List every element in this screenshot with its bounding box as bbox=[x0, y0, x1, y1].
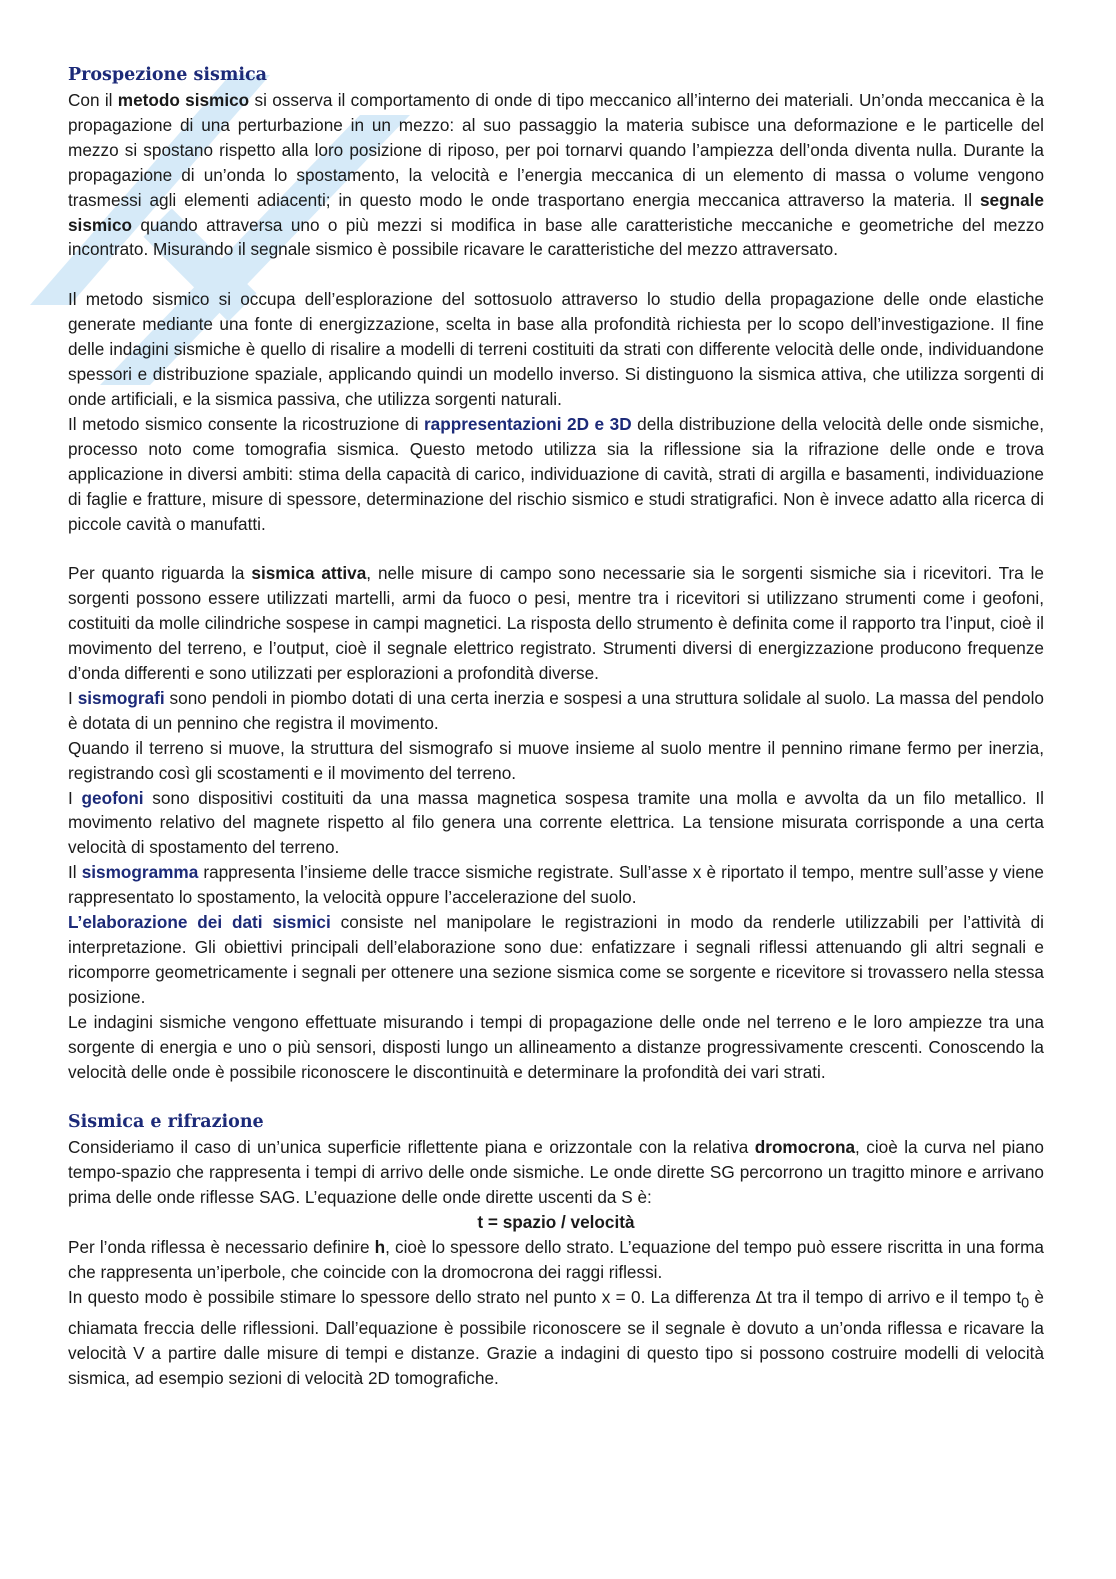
text-run: Con il bbox=[68, 90, 118, 110]
paragraph bbox=[68, 1235, 1044, 1285]
emphasis-text: rappresentazioni 2D e 3D bbox=[423, 413, 632, 434]
emphasis-text: sismografi bbox=[77, 687, 165, 708]
paragraph-gap bbox=[68, 262, 1044, 287]
paragraph bbox=[68, 860, 1044, 910]
emphasis-text: h bbox=[374, 1237, 386, 1258]
paragraph bbox=[68, 686, 1044, 736]
text-run: Il metodo sismico consente la ricostruzione di bbox=[68, 413, 424, 434]
section-title: Prospezione sismica bbox=[68, 65, 267, 85]
paragraph bbox=[68, 1010, 1044, 1085]
emphasis-text: sismogramma bbox=[81, 862, 199, 883]
text-run: quando attraversa uno o più mezzi si modifica in base alle caratteristiche meccaniche e geometriche del mezzo incontrato. Misurando il segnale sismico è possibile ricavare le caratteristiche del mezzo attraversato. bbox=[68, 214, 1044, 260]
text-run: è chiamata freccia delle riflessioni. Dall’equazione è possibile riconoscere se il segnale è dovuto a un’onda riflessa e ricavare la velocità V a partire dalle misure di tempi e distanze. Grazie a indagini di questo tipo si possono costruire modelli di velocità sismica, ad esempio sezioni di velocità 2D tomografiche. bbox=[68, 1286, 1044, 1389]
text-run: I bbox=[68, 687, 78, 708]
paragraph bbox=[68, 88, 1044, 262]
text-run: sono pendoli in piombo dotati di una certa inerzia e sospesi a una struttura solidale al suolo. La massa del pendolo è dotata di un pennino che registra il movimento. bbox=[68, 687, 1044, 733]
section-title: Sismica e rifrazione bbox=[68, 1112, 264, 1133]
emphasis-text: metodo sismico bbox=[117, 90, 250, 110]
paragraph-gap bbox=[68, 536, 1044, 561]
emphasis-text: sismica attiva bbox=[251, 563, 367, 584]
paragraph bbox=[68, 910, 1044, 1010]
text-run: Consideriamo il caso di un’unica superficie riflettente piana e orizzontale con la relativa bbox=[68, 1137, 755, 1158]
emphasis-text: geofoni bbox=[81, 787, 144, 808]
paragraph bbox=[68, 1135, 1044, 1210]
emphasis-text: L’elaborazione dei dati sismici bbox=[68, 912, 331, 933]
document-page bbox=[68, 62, 1044, 1391]
text-run: , cioè lo spessore dello strato. L’equazione del tempo può essere riscritta in una forma che rappresenta un’iperbole, che coincide con la dromocrona dei raggi riflessi. bbox=[68, 1237, 1044, 1282]
emphasis-text: 0 bbox=[1021, 1295, 1030, 1312]
text-run: Il metodo sismico si occupa dell’esplorazione del sottosuolo attraverso lo studio della propagazione delle onde elastiche generate mediante una fonte di energizzazione, scelta in base alla profondità richiesta per lo scopo dell’investigazione. Il fine delle indagini sismiche è quello di risalire a modelli di terreni costituiti da strati con differente velocità delle onde, individuandone spessori e distribuzione spaziale, applicando quindi un modello inverso. Si distinguono la sismica attiva, che utilizza sorgenti di onde artificiali, e la sismica passiva, che utilizza sorgenti naturali. bbox=[68, 289, 1044, 409]
text-run: rappresenta l’insieme delle tracce sismiche registrate. Sull’asse x è riportato il tempo, mentre sull’asse y viene rappresentato lo spostamento, la velocità oppure l’accelerazione del suolo. bbox=[68, 862, 1044, 908]
text-run: consiste nel manipolare le registrazioni in modo da renderle utilizzabili per l’attività di interpretazione. Gli obiettivi principali dell’elaborazione sono due: enfatizzare i segnali riflessi attenuando gli altri segnali e ricomporre geometricamente i segnali per ottenere una sezione sismica come se sorgente e ricevitore si trovassero nella stessa posizione. bbox=[68, 912, 1044, 1007]
section-gap bbox=[68, 1084, 1044, 1109]
text-run: Per l’onda riflessa è necessario definire bbox=[68, 1237, 375, 1258]
paragraph bbox=[68, 287, 1044, 412]
emphasis-text: dromocrona bbox=[754, 1137, 856, 1158]
paragraph bbox=[68, 786, 1044, 861]
text-run: Il bbox=[68, 862, 82, 883]
text-run: , nelle misure di campo sono necessarie sia le sorgenti sismiche sia i ricevitori. Tra le sorgenti possono essere utilizzati martelli, armi da fuoco o pesi, mentre tra i ricevitori si utilizzano strumenti come i geofoni, costituiti da molle cilindriche sospese in campi magnetici. La risposta dello strumento è definita come il rapporto tra l’input, cioè il movimento del terreno, e l’output, cioè il segnale elettrico registrato. Strumenti diversi di energizzazione producono frequenze d’onda differenti e sono utilizzati per esplorazioni a profondità diverse. bbox=[68, 563, 1044, 684]
paragraph bbox=[68, 736, 1044, 786]
paragraph bbox=[68, 412, 1044, 537]
text-run: della distribuzione della velocità delle onde sismiche, processo noto come tomografia sismica. Questo metodo utilizza sia la riflessione sia la rifrazione delle onde e trova applicazione in diversi ambiti: stima della capacità di carico, individuazione di cavità, strati di argilla e basamenti, individuazione di faglie e fratture, misure di spessore, determinazione del rischio sismico e studi stratigrafici. Non è invece adatto alla ricerca di piccole cavità o manufatti. bbox=[68, 413, 1044, 534]
text-run: In questo modo è possibile stimare lo spessore dello strato nel punto x = 0. La differenza Δt tra il tempo di arrivo e il tempo t bbox=[68, 1286, 1022, 1307]
text-run: Quando il terreno si muove, la struttura del sismografo si muove insieme al suolo mentre il pennino rimane fermo per inerzia, registrando così gli scostamenti e il movimento del terreno. bbox=[68, 737, 1044, 783]
paragraph bbox=[68, 1285, 1044, 1391]
formula bbox=[68, 1210, 1044, 1235]
text-run: Le indagini sismiche vengono effettuate misurando i tempi di propagazione delle onde nel terreno e le loro ampiezze tra una sorgente di energia e uno o più sensori, disposti lungo un allineamento a distanze progressivamente crescenti. Conoscendo la velocità delle onde è possibile riconoscere le discontinuità e determinare la profondità dei vari strati. bbox=[68, 1011, 1044, 1082]
emphasis-text: segnale sismico bbox=[68, 189, 1044, 235]
text-run: t = spazio / velocità bbox=[477, 1212, 635, 1233]
text-run: , cioè la curva nel piano tempo-spazio che rappresenta i tempi di arrivo delle onde sismiche. Le onde dirette SG percorrono un tragitto minore e arrivano prima delle onde riflesse SAG. L’equazione delle onde dirette uscenti da S è: bbox=[68, 1137, 1044, 1208]
text-run: I bbox=[68, 787, 82, 808]
text-run: Per quanto riguarda la bbox=[68, 563, 252, 584]
text-run: si osserva il comportamento di onde di tipo meccanico all’interno dei materiali. Un’onda meccanica è la propagazione di una perturbazione in un mezzo: al suo passaggio la materia subisce una deformazione e le particelle del mezzo si spostano rispetto alla loro posizione di riposo, per poi tornarvi quando l’ampiezza dell’onda diventa nulla. Durante la propagazione di un’onda lo spostamento, la velocità e l’energia meccanica di un elemento di massa o volume vengono trasmessi agli elementi adiacenti; in questo modo le onde trasportano energia meccanica attraverso la materia. Il bbox=[68, 90, 1044, 210]
text-run: sono dispositivi costituiti da una massa magnetica sospesa tramite una molla e avvolta da un filo metallico. Il movimento relativo del magnete rispetto al filo genera una corrente elettrica. La tensione misurata corrisponde a una certa velocità di spostamento del terreno. bbox=[68, 787, 1044, 858]
paragraph bbox=[68, 561, 1044, 686]
